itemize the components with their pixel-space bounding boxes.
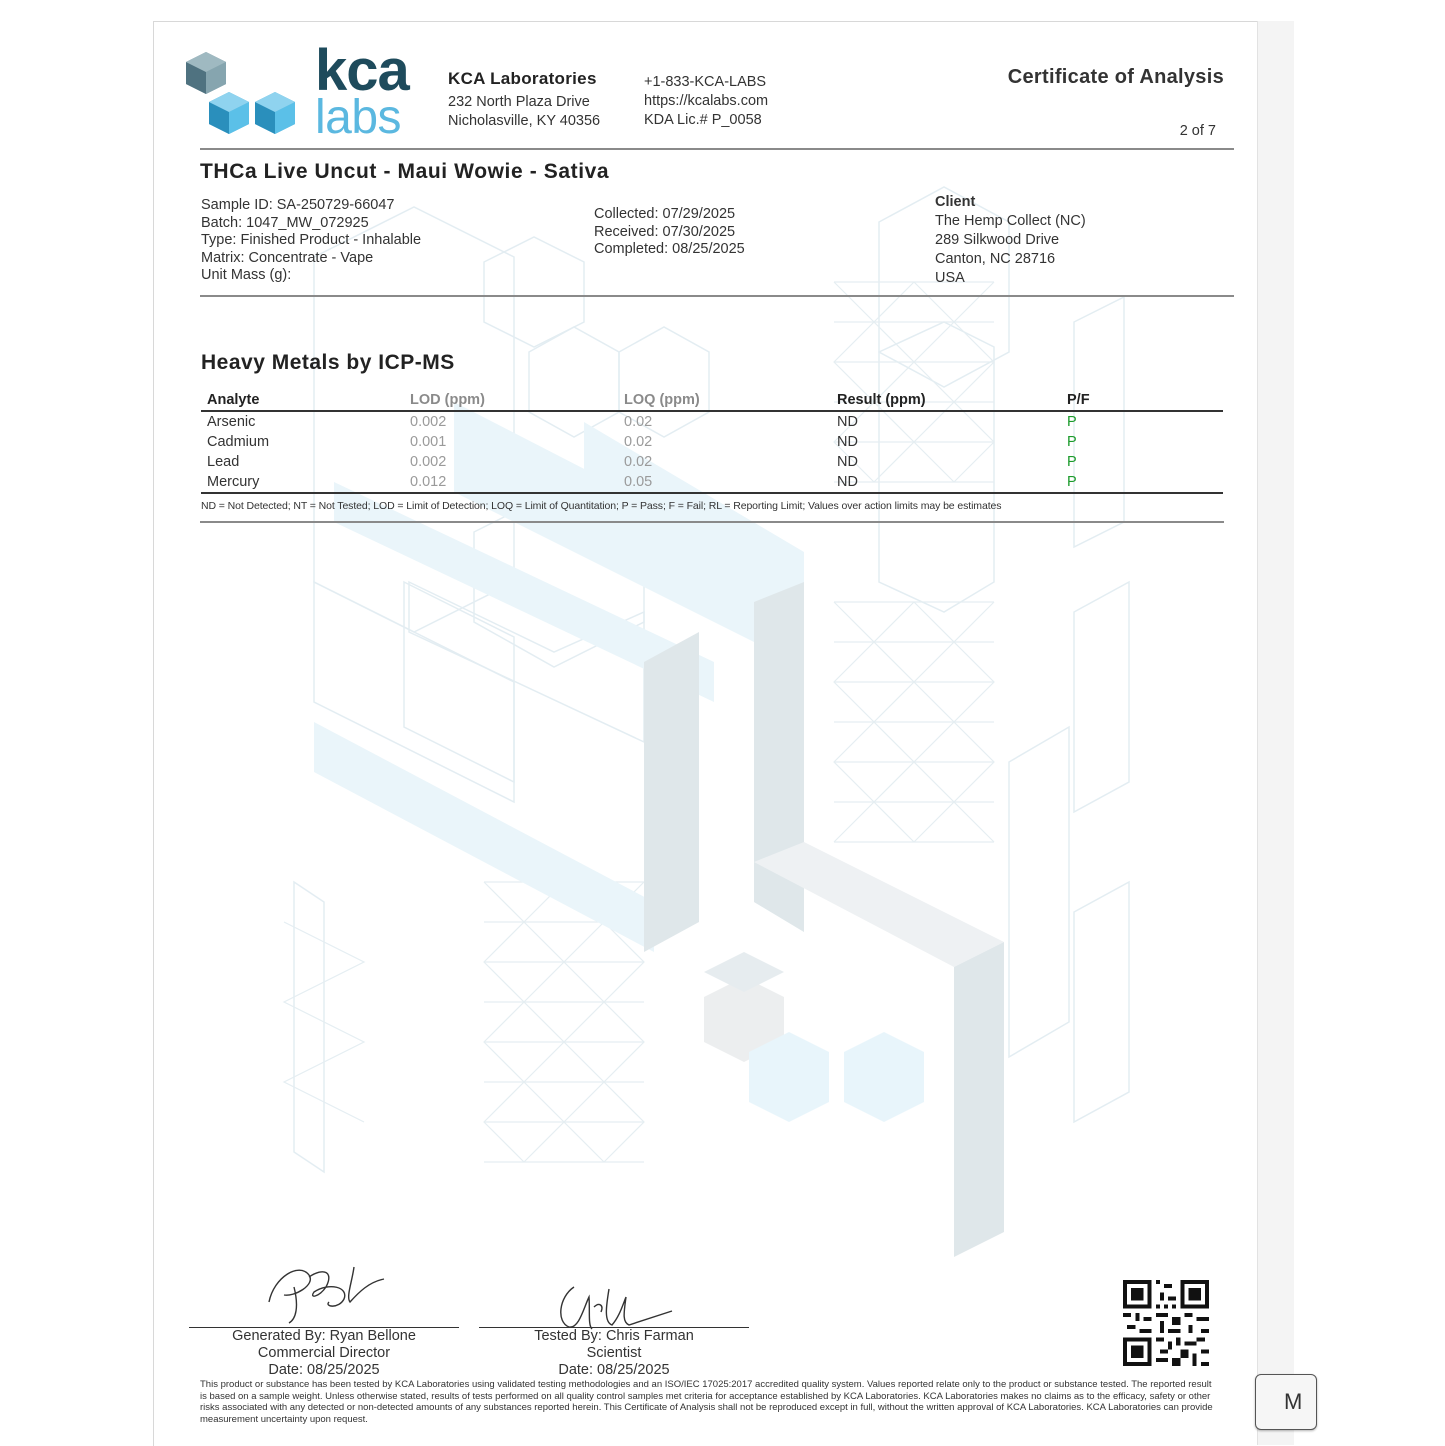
side-panel-button[interactable] [1255,1374,1317,1430]
generated-by-block [189,1328,459,1379]
table-legend: ND = Not Detected; NT = Not Tested; LOD = Limit of Detection; LOQ = Limit of Quantitation; P = Pass; F = Fail; RL = Reporting Limit; Values over action limits may be estimates [201,500,1002,512]
col-loq: LOQ (ppm) [618,391,831,411]
col-analyte: Analyte [201,391,404,411]
result-cell: ND [837,414,858,430]
kca-cubes-logo-icon [184,50,299,142]
generated-by-role: Commercial Director [257,1345,391,1361]
heavy-metals-title: Heavy Metals by ICP-MS [201,351,455,374]
loq-cell: 0.05 [618,472,831,493]
lab-address-line1: 232 North Plaza Drive [448,94,590,110]
col-pf: P/F [1061,391,1223,411]
received-date: Received: 07/30/2025 [594,223,736,240]
pass-fail-cell: P [1061,472,1223,493]
table-bottom-divider [200,521,1224,523]
product-title: THCa Live Uncut - Maui Wowie - Sativa [200,160,610,183]
tested-by-date: Date: 08/25/2025 [558,1362,670,1378]
product-type: Type: Finished Product - Inhalable [201,232,422,248]
pass-fail-cell: P [1067,414,1077,430]
lod-cell: 0.001 [410,434,447,450]
analyte-cell: Lead [207,454,240,470]
lab-license: KDA Lic.# P_0058 [644,112,762,128]
client-block [935,193,1086,288]
pass-fail-cell: P [1067,454,1077,470]
viewer-side-panel [1257,21,1294,1445]
client-city: Canton, NC 28716 [935,251,1056,267]
table-row [201,411,1223,432]
logo-text-labs: labs [315,91,402,144]
tested-by-role: Scientist [586,1345,642,1361]
matrix: Matrix: Concentrate - Vape [201,249,374,266]
table-row [201,432,1223,452]
heavy-metals-table [201,391,1223,494]
collected-date: Collected: 07/29/2025 [594,206,736,222]
lab-website[interactable]: https://kcalabs.com [644,93,769,109]
col-lod: LOD (ppm) [404,391,618,411]
result-cell: ND [831,472,1061,493]
table-header-row [201,391,1223,411]
completed-date: Completed: 08/25/2025 [594,241,745,257]
lod-cell: 0.012 [404,472,618,493]
pass-fail-cell: P [1067,434,1077,450]
generated-by-name: Generated By: Ryan Bellone [232,1328,416,1344]
lab-address-line2: Nicholasville, KY 40356 [448,113,601,129]
sample-id: Sample ID: SA-250729-66047 [201,197,395,213]
batch: Batch: 1047_MW_072925 [201,214,369,231]
legal-disclaimer: This product or substance has been tested by KCA Laboratories using validated testing methodologies and an ISO/IEC 17025:2017 accredited quality system. Values reported relate only to the product or substance tested. The reported result is based on a sample weight. Unless otherwise stated, results of tests performed on all quality control samples met criteria for acceptance established by KCA Laboratories. KCA Laboratories makes no claims as to the efficacy, safety or other risks associated with any detected or non-detected amounts of any substances reported herein. This Certificate of Analysis shall not be reproduced except in full, without the written approval of KCA Laboratories. KCA Laboratories can provide measurement uncertainty upon request. [200,1379,1213,1425]
document-title: Certificate of Analysis [1007,66,1224,88]
sample-dates [594,206,745,259]
table-row [201,472,1223,493]
analyte-cell: Arsenic [207,414,256,430]
col-result: Result (ppm) [831,391,1061,411]
loq-cell: 0.02 [624,454,653,470]
certificate-page [153,21,1258,1446]
side-panel-button-label: M [1284,1389,1303,1414]
result-cell: ND [837,434,858,450]
info-divider [200,295,1234,297]
lab-phone: +1-833-KCA-LABS [644,74,767,90]
lab-name: KCA Laboratories [448,69,597,88]
client-country: USA [935,270,965,286]
table-row [201,452,1223,472]
tested-by-block [479,1328,749,1379]
tested-by-name: Tested By: Chris Farman [534,1328,694,1344]
unit-mass: Unit Mass (g): [201,267,292,283]
loq-cell: 0.02 [624,414,653,430]
lod-cell: 0.002 [410,454,447,470]
result-cell: ND [837,454,858,470]
sample-details [201,197,421,285]
logo-text-kca: kca [315,38,409,103]
client-street: 289 Silkwood Drive [935,232,1060,248]
analyte-cell: Mercury [201,472,404,493]
analyte-cell: Cadmium [207,434,270,450]
lod-cell: 0.002 [410,414,447,430]
loq-cell: 0.02 [624,434,653,450]
qr-code-icon[interactable] [1123,1280,1209,1366]
header-divider [200,148,1234,150]
client-name: The Hemp Collect (NC) [935,213,1086,229]
page-indicator: 2 of 7 [1179,123,1216,139]
generated-by-date: Date: 08/25/2025 [268,1362,380,1378]
client-heading: Client [935,194,976,210]
signature-ryan-bellone [254,1257,394,1327]
